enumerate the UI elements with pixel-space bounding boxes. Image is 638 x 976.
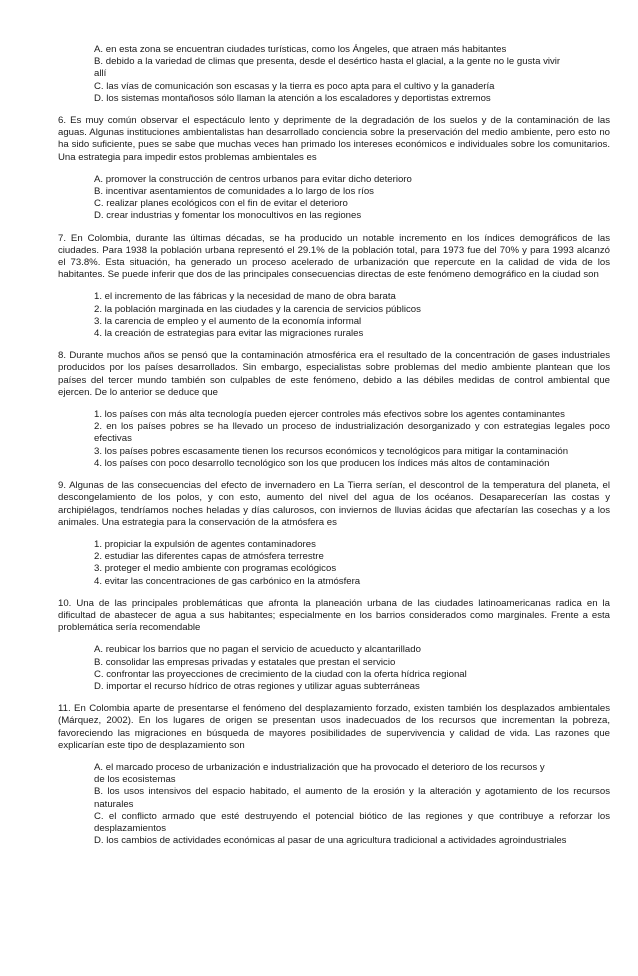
q8-option-4: 4. los países con poco desarrollo tecnológico son los que producen los índices más altos de contaminación — [94, 457, 550, 469]
q9-options — [94, 539, 610, 588]
q11-option-d: D. los cambios de actividades económicas al pasar de una agricultura tradicional a actividades agroindustriales — [94, 835, 567, 847]
q8-option-1: 1. los países con más alta tecnología pueden ejercer controles más efectivos sobre los agentes contaminantes — [94, 409, 565, 421]
q7-option-3: 3. la carencia de empleo y el aumento de la economía informal — [94, 315, 362, 327]
q9-option-3: 3. proteger el medio ambiente con programas ecológicos — [94, 563, 337, 575]
q5-option-d: D. los sistemas montañosos sólo llaman la atención a los escaladores y deportistas extremos — [94, 92, 491, 104]
q11-text: 11. En Colombia aparte de presentarse el fenómeno del desplazamiento forzado, existen también los desplazados ambientales (Márquez, 2002). En los lugares de origen se presentan usos inadecuados de los recursos que incrementan la pobreza, favoreciendo las migraciones en búsqueda de mayores posibilidades de supervivencia y calidad de vida. Las razones que explicarían este tipo de desplazamiento son — [58, 703, 610, 751]
q6-option-a: A. promover la construcción de centros urbanos para evitar dicho deterioro — [94, 173, 412, 185]
q9-option-2: 2. estudiar las diferentes capas de atmósfera terrestre — [94, 551, 324, 563]
q10-text: 10. Una de las principales problemáticas que afronta la planeación urbana de las ciudades latinoamericanas radica en la dificultad de abastecer de agua a sus habitantes; especialmente en los barrios considerados como marginales. Frente a esta problemática sería recomendable — [58, 597, 610, 634]
q6-options — [94, 174, 610, 223]
q11-option-b: B. los usos intensivos del espacio habitado, el aumento de la erosión y la alteración y agotamiento de los recursos naturales — [94, 786, 610, 810]
q10-option-c: C. confrontar las proyecciones de crecimiento de la ciudad con la oferta hídrica regional — [94, 668, 467, 680]
q7-option-4: 4. la creación de estrategias para evitar las migraciones rurales — [94, 328, 364, 340]
q7-option-2: 2. la población marginada en las ciudades y la carencia de servicios públicos — [94, 303, 421, 315]
q6-text: 6. Es muy común observar el espectáculo lento y deprimente de la degradación de los suelos y de la contaminación de las aguas. Algunas instituciones ambientalistas han desarrollado conciencia sobre la preservación del medio ambiente, pero esto no ha sido suficiente, pues se sabe que muchas veces han primado los intereses económicos e individuales sobre los comunitarios. Una estrategia para impedir estos problemas ambientales es — [58, 115, 610, 163]
q10-option-a: A. reubicar los barrios que no pagan el servicio de acueducto y alcantarillado — [94, 644, 421, 656]
q11-option-c: C. el conflicto armado que esté destruyendo el potencial biótico de las regiones y que contribuye a reforzar los desplazamientos — [94, 810, 610, 834]
q9-text: 9. Algunas de las consecuencias del efecto de invernadero en La Tierra serían, el descontrol de la temperatura del planeta, el descongelamiento de los polos, y con esto, aumento del nivel del agua de los océanos. Desaparecerían las costas y archipiélagos, tendríamos noches heladas y días calurosos, con inviernos de lluvias ácidas que afectarían las cosechas y a los animales. Una estrategia para la conservación de la atmósfera es — [58, 480, 610, 528]
q7-options — [94, 291, 610, 340]
q9-option-4: 4. evitar las concentraciones de gas carbónico en la atmósfera — [94, 575, 361, 587]
q6-option-b: B. incentivar asentamientos de comunidades a lo largo de los ríos — [94, 186, 374, 198]
q6-option-c: C. realizar planes ecológicos con el fin de evitar el deterioro — [94, 198, 348, 210]
q6-option-d: D. crear industrias y fomentar los monocultivos en las regiones — [94, 210, 362, 222]
q5-option-a: A. en esta zona se encuentran ciudades turísticas, como los Ángeles, que atraen más habitantes — [94, 44, 507, 55]
q10-option-d: D. importar el recurso hídrico de otras regiones y utilizar aguas subterráneas — [94, 680, 420, 692]
q7-text: 7. En Colombia, durante las últimas décadas, se ha producido un notable incremento en los índices demográficos de las ciudades. Para 1938 la población urbana representó el 29.1% de la población total, para 1973 fue del 70% y para 1993 alcanzó el 73.8%. Esta situación, ha generado un proceso acelerado de urbanización que repercute en la calidad de vida de los habitantes. Se puede inferir que dos de las principales consecuencias directas de este fenómeno demográfico en la ciudad son — [58, 232, 610, 281]
q9-option-1: 1. propiciar la expulsión de agentes contaminadores — [94, 538, 316, 550]
q8-option-3: 3. los países pobres escasamente tienen los recursos económicos y tecnológicos para mitigar la contaminación — [94, 445, 569, 457]
q7-option-1: 1. el incremento de las fábricas y la necesidad de mano de obra barata — [94, 291, 396, 303]
q5-option-c: C. las vías de comunicación son escasas y la tierra es poco apta para el cultivo y la ganadería — [94, 80, 495, 92]
q10-options — [94, 644, 610, 693]
q10-option-b: B. consolidar las empresas privadas y estatales que prestan el servicio — [94, 656, 396, 668]
document-page — [58, 44, 610, 847]
q5-options — [94, 44, 610, 105]
q11-option-a: A. el marcado proceso de urbanización e industrialización que ha provocado el deterioro de los recursos y de los ecosistemas — [94, 761, 545, 786]
q5-option-b: B. debido a la variedad de climas que presenta, desde el desértico hasta el glacial, a la gente no le gusta vivir allí — [94, 56, 561, 80]
q8-text: 8. Durante muchos años se pensó que la contaminación atmosférica era el resultado de la concentración de gases industriales producidos por los países desarrollados. Sin embargo, especialistas sobre problemas del medio ambiente plantean que los países del tercer mundo también son culpables de este fenómeno, debido a las débiles medidas de control ambiental que ejercen. De lo anterior se deduce que — [58, 350, 610, 398]
q8-option-2: 2. en los países pobres se ha llevado un proceso de industrialización desorganizado y con estrategias legales poco efectivas — [94, 421, 610, 445]
q8-options — [94, 409, 610, 470]
q11-options — [94, 762, 610, 847]
